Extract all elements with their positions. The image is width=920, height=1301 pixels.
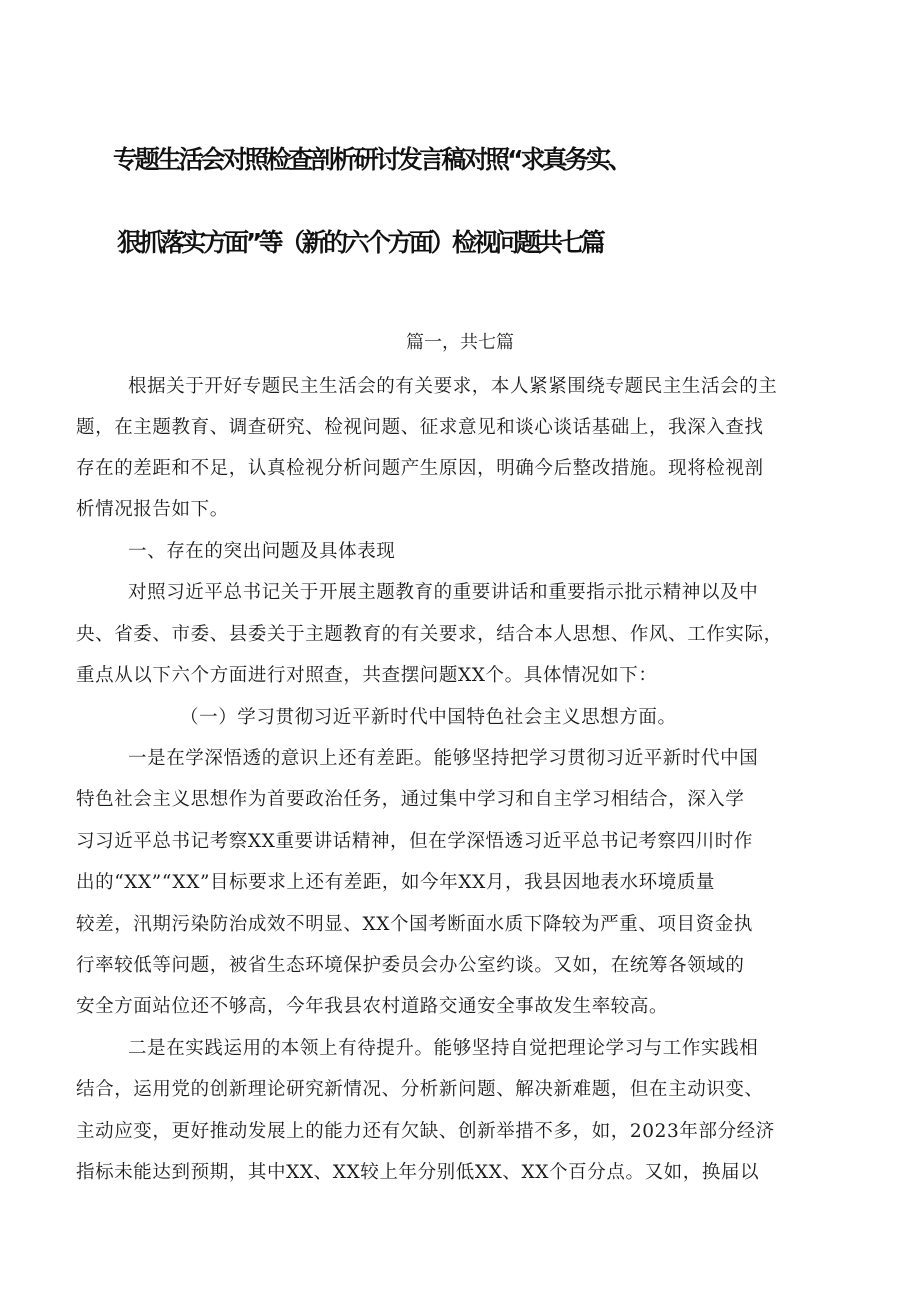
document-title-line-2: 狠抓落实方面”等（新的六个方面）检视问题共七篇 xyxy=(117,228,603,257)
paragraph-line: 二是在实践运用的本领上有待提升。能够坚持自觉把理论学习与工作实践相 xyxy=(128,1038,759,1059)
paragraph-line: 析情况报告如下。 xyxy=(76,499,229,520)
paragraph-line: 一是在学深悟透的意识上还有差距。能够坚持把学习贯彻习近平新时代中国 xyxy=(128,748,759,769)
paragraph-line: 主动应变，更好推动发展上的能力还有欠缺、创新举措不多，如，2023年部分经济 xyxy=(76,1121,775,1142)
paragraph-line: 结合，运用党的创新理论研究新情况、分析新问题、解决新难题，但在主动识变、 xyxy=(76,1079,764,1100)
paragraph-line: 安全方面站位还不够高，今年我县农村道路交通安全事故发生率较高。 xyxy=(76,996,669,1017)
section-subtitle: 篇一，共七篇 xyxy=(406,332,514,353)
paragraph-line: 出的“XX”“XX”目标要求上还有差距，如今年XX月，我县因地表水环境质量 xyxy=(76,872,716,893)
document-title-line-1: 专题生活会对照检查剖析研讨发言稿对照“求真务实、 xyxy=(113,145,630,174)
paragraph-line: 习习近平总书记考察XX重要讲话精神，但在学深悟透习近平总书记考察四川时作 xyxy=(76,831,753,852)
paragraph-line: 存在的差距和不足，认真检视分析问题产生原因，明确今后整改措施。现将检视剖 xyxy=(76,458,764,479)
section-heading: 一、存在的突出问题及具体表现 xyxy=(128,541,396,562)
paragraph-line: 特色社会主义思想作为首要政治任务，通过集中学习和自主学习相结合，深入学 xyxy=(76,789,745,810)
paragraph-line: 行率较低等问题，被省生态环境保护委员会办公室约谈。又如，在统筹各领域的 xyxy=(76,955,745,976)
paragraph-line: 对照习近平总书记关于开展主题教育的重要讲话和重要指示批示精神以及中 xyxy=(128,582,759,603)
subsection-heading: （一）学习贯彻习近平新时代中国特色社会主义思想方面。 xyxy=(180,707,677,728)
paragraph-line: 央、省委、市委、县委关于主题教育的有关要求，结合本人思想、作风、工作实际， xyxy=(76,624,783,645)
paragraph-line: 根据关于开好专题民主生活会的有关要求，本人紧紧围绕专题民主生活会的主 xyxy=(128,376,778,397)
paragraph-line: 指标未能达到预期，其中XX、XX较上年分别低XX、XX个百分点。又如，换届以 xyxy=(76,1162,760,1183)
paragraph-line: 题，在主题教育、调查研究、检视问题、征求意见和谈心谈话基础上，我深入查找 xyxy=(76,417,764,438)
paragraph-line: 较差，汛期污染防治成效不明显、XX个国考断面水质下降较为严重、项目资金执 xyxy=(76,914,753,935)
paragraph-line: 重点从以下六个方面进行对照查，共查摆问题XX个。具体情况如下： xyxy=(76,665,658,686)
